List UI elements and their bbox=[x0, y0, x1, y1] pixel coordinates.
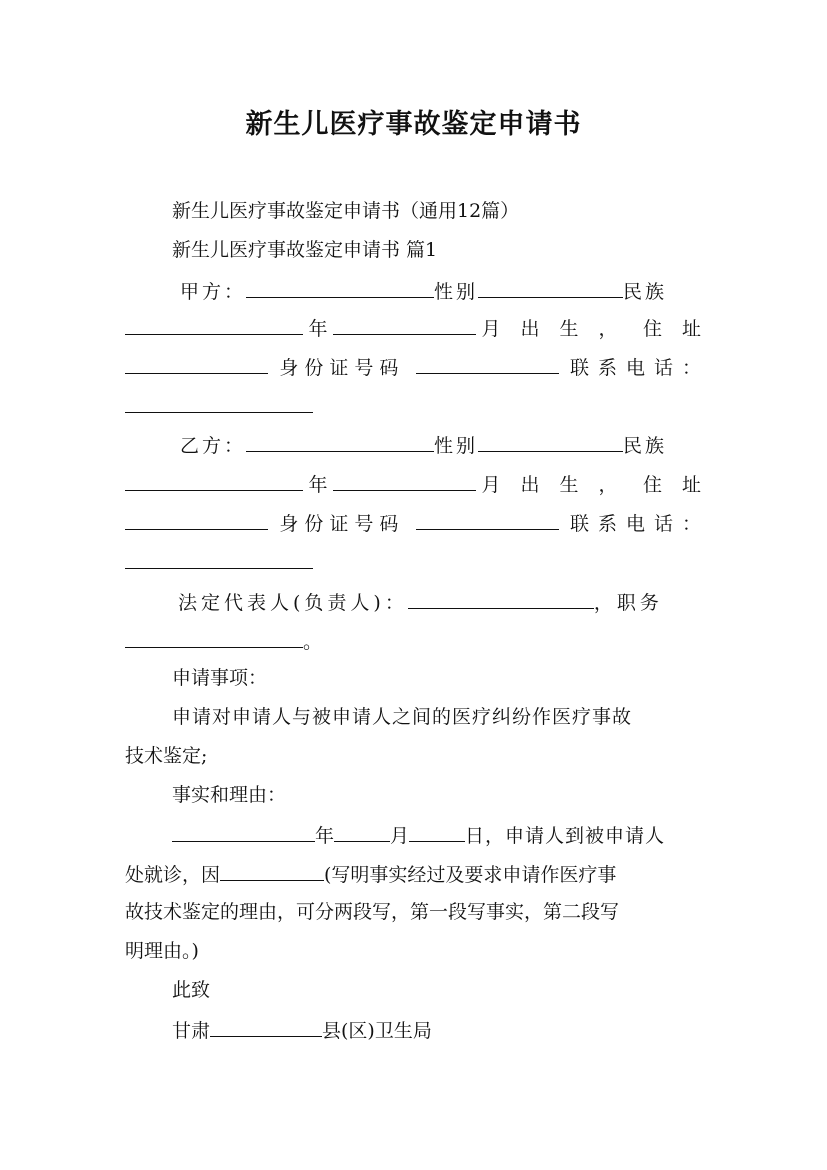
party-b-year-label: 年 bbox=[308, 474, 328, 496]
party-a-phone-label: 联系电话： bbox=[569, 357, 710, 379]
party-a-line-4 bbox=[125, 394, 313, 418]
party-b-ethnicity-label: 民族 bbox=[623, 435, 668, 457]
closing-bureau: 县(区)卫生局 bbox=[322, 1020, 432, 1042]
party-a-ethnicity-blank bbox=[125, 316, 303, 335]
matters-heading: 申请事项： bbox=[172, 667, 268, 689]
party-b-line-3 bbox=[125, 511, 710, 535]
party-b-line-2 bbox=[125, 472, 721, 496]
party-b-born-label: 月出生， bbox=[481, 474, 638, 496]
party-a-gender-blank bbox=[478, 279, 623, 298]
party-b-id-label: 身份证号码 bbox=[279, 513, 405, 535]
party-a-phone-blank bbox=[125, 394, 313, 413]
party-b-ethnicity-blank bbox=[125, 472, 303, 491]
party-b-year-blank bbox=[333, 472, 476, 491]
facts-day-blank bbox=[409, 823, 465, 842]
section-heading: 新生儿医疗事故鉴定申请书 篇1 bbox=[172, 239, 438, 261]
party-b-name-blank bbox=[246, 433, 434, 452]
party-a-id-label: 身份证号码 bbox=[279, 357, 405, 379]
party-b-address-blank bbox=[125, 511, 268, 530]
party-a-name-blank bbox=[246, 279, 434, 298]
subtitle: 新生儿医疗事故鉴定申请书（通用12篇） bbox=[172, 200, 520, 222]
facts-line-2-b: (写明事实经过及要求申请作医疗事 bbox=[324, 864, 617, 886]
party-a-line-2 bbox=[125, 316, 721, 340]
matters-line-1: 申请对申请人与被申请人之间的医疗纠纷作医疗事故 bbox=[172, 706, 633, 728]
party-b-phone-label: 联系电话： bbox=[569, 513, 710, 535]
party-b-gender-label: 性别 bbox=[434, 435, 479, 457]
party-a-line-3 bbox=[125, 355, 710, 379]
legal-rep-position-blank bbox=[125, 629, 303, 648]
party-a-year-blank bbox=[333, 316, 476, 335]
facts-line-3: 故技术鉴定的理由，可分两段写，第一段写事实，第二段写 bbox=[125, 901, 620, 923]
facts-day-text: 日，申请人到被申请人 bbox=[465, 825, 666, 847]
closing-recipient bbox=[172, 1018, 432, 1042]
party-b-label: 乙方： bbox=[180, 435, 247, 457]
party-a-born-label: 月出生， bbox=[481, 318, 638, 340]
facts-month-label: 月 bbox=[390, 825, 410, 847]
party-b-address-label: 住址 bbox=[642, 474, 721, 496]
party-b-id-blank bbox=[416, 511, 559, 530]
closing-province: 甘肃 bbox=[172, 1020, 211, 1042]
party-a-id-blank bbox=[416, 355, 559, 374]
facts-line-4: 明理由。) bbox=[125, 940, 199, 962]
facts-heading: 事实和理由： bbox=[172, 784, 287, 806]
facts-line-2 bbox=[125, 862, 616, 886]
legal-rep-label: 法定代表人(负责人)： bbox=[178, 592, 408, 614]
legal-rep-line-1 bbox=[178, 590, 663, 614]
party-a-address-label: 住址 bbox=[642, 318, 721, 340]
party-b-line-1 bbox=[180, 433, 667, 457]
party-a-line-1 bbox=[180, 279, 667, 303]
legal-rep-end: 。 bbox=[303, 631, 323, 653]
facts-line-2-a: 处就诊，因 bbox=[125, 864, 221, 886]
legal-rep-name-blank bbox=[408, 590, 594, 609]
legal-rep-line-2 bbox=[125, 629, 322, 653]
party-a-gender-label: 性别 bbox=[434, 281, 479, 303]
document-title: 新生儿医疗事故鉴定申请书 bbox=[245, 109, 582, 140]
party-a-ethnicity-label: 民族 bbox=[623, 281, 668, 303]
party-b-gender-blank bbox=[478, 433, 623, 452]
closing-salutation: 此致 bbox=[172, 979, 211, 1001]
party-b-phone-blank bbox=[125, 550, 313, 569]
legal-rep-position-label: ，职务 bbox=[593, 592, 663, 614]
facts-year-blank bbox=[172, 823, 315, 842]
party-a-label: 甲方： bbox=[180, 281, 247, 303]
party-b-line-4 bbox=[125, 550, 313, 574]
closing-county-blank bbox=[210, 1018, 322, 1037]
facts-cause-blank bbox=[220, 862, 324, 881]
facts-line-1 bbox=[172, 823, 665, 847]
party-a-address-blank bbox=[125, 355, 268, 374]
matters-line-2: 技术鉴定; bbox=[125, 745, 208, 767]
facts-year-label: 年 bbox=[315, 825, 335, 847]
facts-month-blank bbox=[334, 823, 390, 842]
party-a-year-label: 年 bbox=[308, 318, 328, 340]
